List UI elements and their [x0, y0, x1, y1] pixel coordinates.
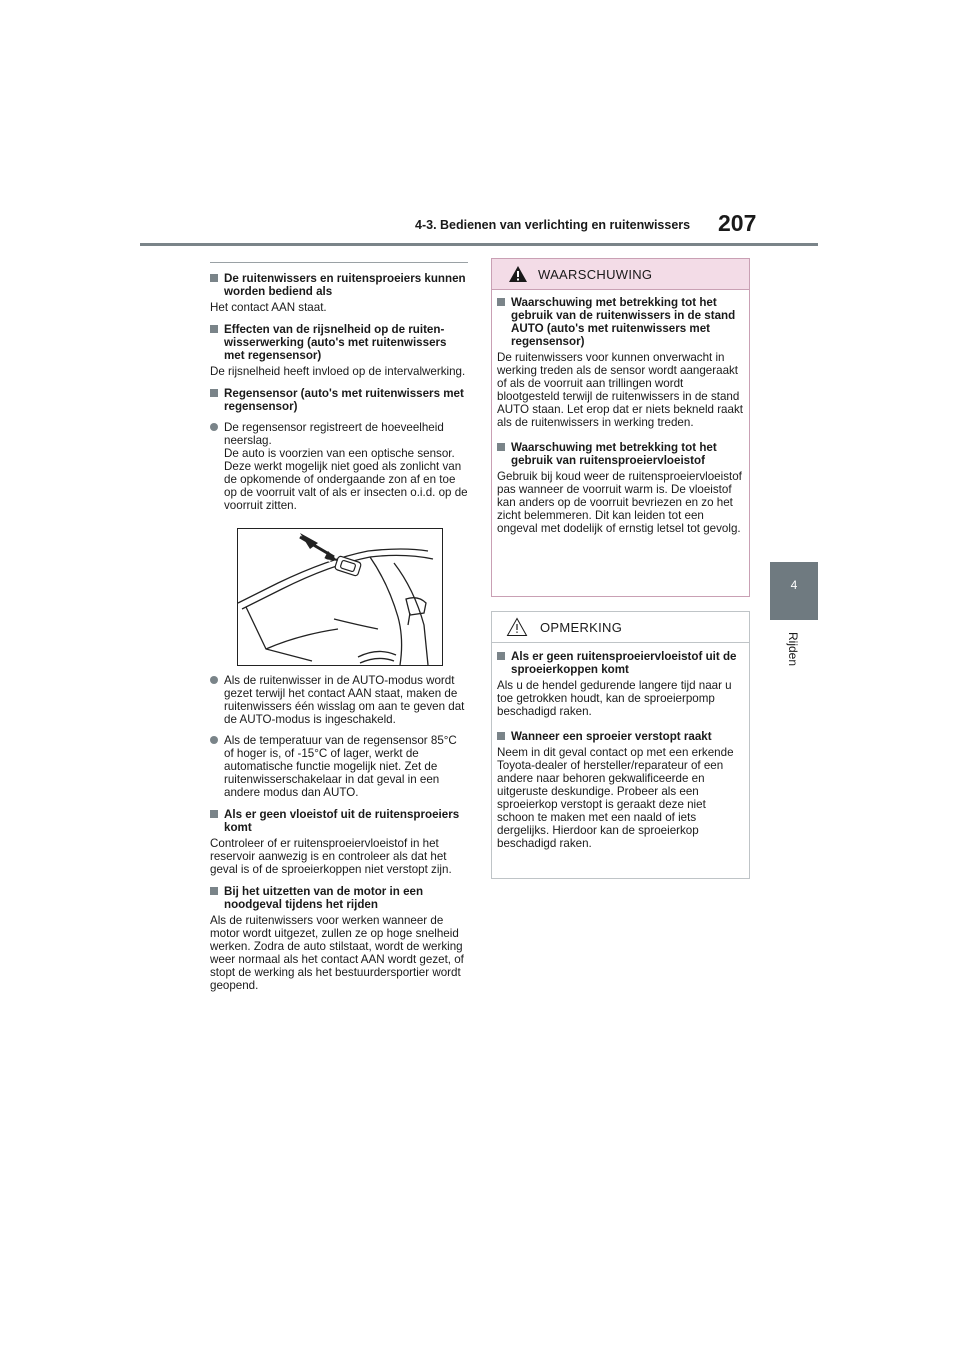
list-item	[210, 421, 468, 512]
heading-text: Bij het uitzetten van de motor in een noodgeval tijdens het rijden	[224, 885, 424, 911]
square-bullet-icon	[210, 810, 218, 818]
paragraph: Het contact AAN staat.	[210, 301, 327, 314]
note-header	[492, 612, 749, 643]
heading-text: De ruitenwissers en ruitensproeiers kunnen worden bediend als	[224, 272, 466, 298]
section-title: 4-3. Bedienen van verlichting en ruitenwissers	[415, 218, 691, 232]
warning-header	[492, 259, 749, 290]
square-bullet-icon	[210, 389, 218, 397]
section-heading	[210, 808, 468, 834]
square-bullet-icon	[210, 274, 218, 282]
heading-text: Waarschuwing met betrekking tot het gebruik van de ruitenwissers in de stand AUTO (auto's met ruitenwissers met regensensor)	[511, 296, 736, 348]
heading-text: Wanneer een sproeier verstopt raakt	[511, 730, 712, 743]
paragraph: Neem in dit geval contact op met een erkende Toyota-dealer of hersteller/reparateur of een andere naar behoren gekwalificeerde en uitgeruste deskundige. Probeer als een sproeierkop verstopt is geraakt deze niet schoon te maken met een naald of iets dergelijks. Hierdoor kan de sproeierkop beschadigd raken.	[497, 746, 734, 850]
circle-bullet-icon	[210, 736, 218, 744]
square-bullet-icon	[210, 887, 218, 895]
note-heading	[497, 730, 744, 743]
circle-bullet-icon	[210, 676, 218, 684]
page-number: 207	[718, 210, 757, 236]
warning-title: WAARSCHUWING	[538, 266, 653, 282]
section-heading	[210, 885, 468, 911]
heading-text: Als er geen vloeistof uit de ruitensproeiers komt	[224, 808, 460, 834]
column-divider	[210, 262, 468, 263]
square-bullet-icon	[210, 325, 218, 333]
paragraph: Als de ruitenwissers voor werken wanneer de motor wordt uitgezet, zullen ze op hoge snelheid werken. Zodra de auto stilstaat, wordt de werking weer normaal als het contact AAN wordt gezet, of stopt de werking als het bestuurdersportier wordt geopend.	[210, 914, 464, 992]
chapter-label: Rijden	[786, 632, 800, 667]
left-column	[210, 262, 468, 992]
warning-heading	[497, 441, 744, 467]
note-title: OPMERKING	[540, 619, 623, 635]
heading-text: Als er geen ruitensproeiervloeistof uit de sproeierkoppen komt	[511, 650, 737, 676]
note-heading	[497, 650, 744, 676]
chapter-number: 4	[790, 578, 798, 592]
section-heading	[210, 387, 468, 413]
heading-text: Effecten van de rijsnelheid op de ruitenwisserwerking (auto's met ruitenwissers met regensensor)	[224, 323, 447, 362]
circle-bullet-icon	[210, 423, 218, 431]
list-item-text: Als de temperatuur van de regensensor 85°C of hoger is, of -15°C of lager, werkt de automatische functie mogelijk niet. Zet de ruitenwisserschakelaar in dat geval in een andere modus dan AUTO.	[224, 734, 457, 799]
warning-body	[492, 290, 749, 535]
note-box	[491, 611, 750, 879]
paragraph: Gebruik bij koud weer de ruitensproeiervloeistof pas wanneer de voorruit warm is. De vloeistof kan anders op de voorruit bevriezen en zo het zicht belemmeren. Dit kan leiden tot een ongeval met dodelijk of ernstig letsel tot gevolg.	[497, 470, 742, 535]
square-bullet-icon	[497, 732, 505, 740]
list-item	[210, 734, 468, 799]
section-heading	[210, 272, 468, 298]
paragraph: Controleer of er ruitensproeiervloeistof in het reservoir aanwezig is en controleer als dat het geval is of de sproeierkoppen niet verstopt zijn.	[210, 837, 452, 876]
heading-text: Regensensor (auto's met ruitenwissers met regensensor)	[224, 387, 464, 413]
note-body	[492, 643, 749, 850]
warning-box	[491, 258, 750, 597]
square-bullet-icon	[497, 298, 505, 306]
square-bullet-icon	[497, 443, 505, 451]
list-item-text: De regensensor registreert de hoeveelheid neerslag. De auto is voorzien van een optische sensor. Deze werkt mogelijk niet goed als zonlicht van de opkomende of ondergaande zon af en toe op de voorruit valt of als er insecten o.i.d. op de voorruit zitten.	[224, 421, 468, 512]
list-item-text: Als de ruitenwisser in de AUTO-modus wordt gezet terwijl het contact AAN staat, maken de ruitenwissers één wisslag om aan te geven dat de AUTO-modus is ingeschakeld.	[224, 674, 465, 726]
section-heading	[210, 323, 468, 362]
paragraph: De rijsnelheid heeft invloed op de intervalwerking.	[210, 365, 466, 378]
warning-triangle-icon	[508, 265, 528, 283]
paragraph: Als u de hendel gedurende langere tijd naar u toe getrokken houdt, kan de sproeierpomp beschadigd raken.	[497, 679, 732, 718]
paragraph: De ruitenwissers voor kunnen onverwacht in werking treden als de sensor wordt aangeraakt of als de voorruit aan trillingen wordt blootgesteld terwijl de ruitenwissers in de stand AUTO staan. Let erop dat er niets bekneld raakt als de ruitenwissers in werking treden.	[497, 351, 743, 429]
warning-heading	[497, 296, 744, 348]
list-item	[210, 674, 468, 726]
rain-sensor-illustration	[237, 528, 443, 666]
square-bullet-icon	[497, 652, 505, 660]
header-divider	[140, 243, 818, 246]
caution-outline-icon	[506, 617, 528, 637]
windshield-sensor-icon	[238, 529, 442, 665]
heading-text: Waarschuwing met betrekking tot het gebruik van ruitensproeiervloeistof	[511, 441, 717, 467]
